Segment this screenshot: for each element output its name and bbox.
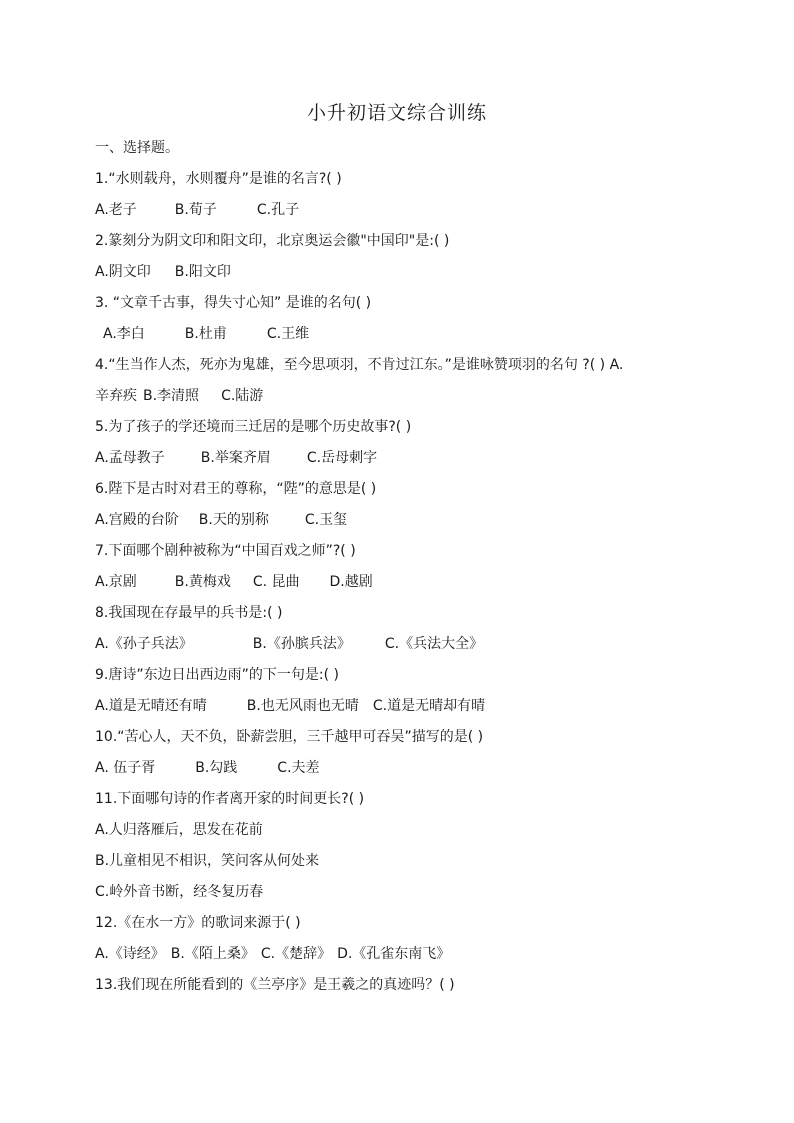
answer-option: C.王维	[266, 326, 310, 342]
question-line: 5.为了孩子的学还境而三迁居的是哪个历史故事?( )	[95, 419, 412, 435]
options-line	[95, 323, 715, 354]
question-line: 4.“生当作人杰，死亦为鬼雄，至今思项羽，不肯过江东。”是谁咏赞项羽的名句 ?( ) A.	[95, 357, 624, 373]
options-line	[95, 695, 715, 726]
answer-option: A.道是无晴还有晴	[95, 698, 207, 714]
question-line: 1.“水则载舟，水则覆舟”是谁的名言?( )	[95, 171, 342, 187]
answer-option: C. 昆曲	[252, 574, 300, 590]
answer-option: A.《诗经》	[95, 946, 165, 962]
options-line	[95, 633, 715, 664]
answer-option: D.越剧	[329, 574, 373, 590]
answer-option: A. 伍子胥	[95, 760, 156, 776]
question-line: 3. “文章千古事，得失寸心知” 是谁的名句( )	[95, 295, 372, 311]
answer-option: A.宫殿的台阶	[95, 512, 179, 528]
section-heading: 一、选择题。	[95, 140, 179, 156]
answer-option: B.李清照	[143, 388, 200, 404]
question-line: 7.下面哪个剧种被称为“中国百戏之师”?( )	[95, 543, 356, 559]
answer-option: B.荀子	[174, 202, 217, 218]
answer-option: C.《楚辞》	[260, 946, 332, 962]
question-line: C.岭外音书断，经冬复历春	[95, 884, 264, 900]
answer-option: B.天的别称	[198, 512, 269, 528]
options-line	[95, 571, 715, 602]
answer-option: B.杜甫	[184, 326, 227, 342]
options-line	[95, 385, 715, 416]
answer-option: B.举案齐眉	[200, 450, 271, 466]
answer-option: C.道是无晴却有晴	[372, 698, 486, 714]
answer-option: C.夫差	[277, 760, 320, 776]
question-line: 2.篆刻分为阴文印和阳文印，北京奥运会徽"中国印"是:( )	[95, 233, 450, 249]
options-line	[95, 509, 715, 540]
answer-option: A.孟母教子	[95, 450, 165, 466]
answer-option: A.《孙子兵法》	[95, 636, 193, 652]
question-list	[95, 137, 715, 1005]
answer-option: B.也无风雨也无晴	[246, 698, 359, 714]
question-line: A.人归落雁后，思发在花前	[95, 822, 263, 838]
options-line	[95, 261, 715, 292]
answer-option: C.玉玺	[304, 512, 348, 528]
answer-option: A.阴文印	[95, 264, 151, 280]
question-line: 8.我国现在存最早的兵书是:( )	[95, 605, 283, 621]
question-line: B.儿童相见不相识，笑问客从何处来	[95, 853, 320, 869]
answer-option: B.勾践	[195, 760, 238, 776]
answer-option: C.《兵法大全》	[384, 636, 484, 652]
answer-option: B.黄梅戏	[174, 574, 231, 590]
answer-option: C.岳母刺字	[306, 450, 378, 466]
question-line: 9.唐诗”东边日出西边雨”的下一句是:( )	[95, 667, 339, 683]
document-title: 小升初语文综合训练	[306, 102, 487, 124]
answer-option: A.老子	[95, 202, 137, 218]
question-line: 11.下面哪句诗的作者离开家的时间更长?( )	[95, 791, 365, 807]
options-line	[95, 757, 715, 788]
answer-option: C.孔子	[256, 202, 300, 218]
answer-option: B.《陌上桑》	[170, 946, 255, 962]
answer-option: A.京剧	[95, 574, 137, 590]
options-line	[95, 199, 715, 230]
answer-option: B.阳文印	[174, 264, 231, 280]
options-line	[95, 447, 715, 478]
question-line: 6.陛下是古时对君王的尊称，“陛”的意思是( )	[95, 481, 377, 497]
answer-option: D.《孔雀东南飞》	[337, 946, 451, 962]
question-line: 10.“苦心人，天不负，卧薪尝胆，三千越甲可吞吴”描写的是( )	[95, 729, 484, 745]
question-line: 12.《在水一方》的歌词来源于( )	[95, 915, 301, 931]
answer-option: A.李白	[103, 326, 145, 342]
answer-option: 辛弃疾	[95, 388, 137, 404]
answer-option: C.陆游	[221, 388, 264, 404]
options-line	[95, 943, 715, 974]
question-line: 13.我们现在所能看到的《兰亭序》是王羲之的真迹吗？( )	[95, 977, 455, 993]
answer-option: B.《孙膑兵法》	[252, 636, 351, 652]
